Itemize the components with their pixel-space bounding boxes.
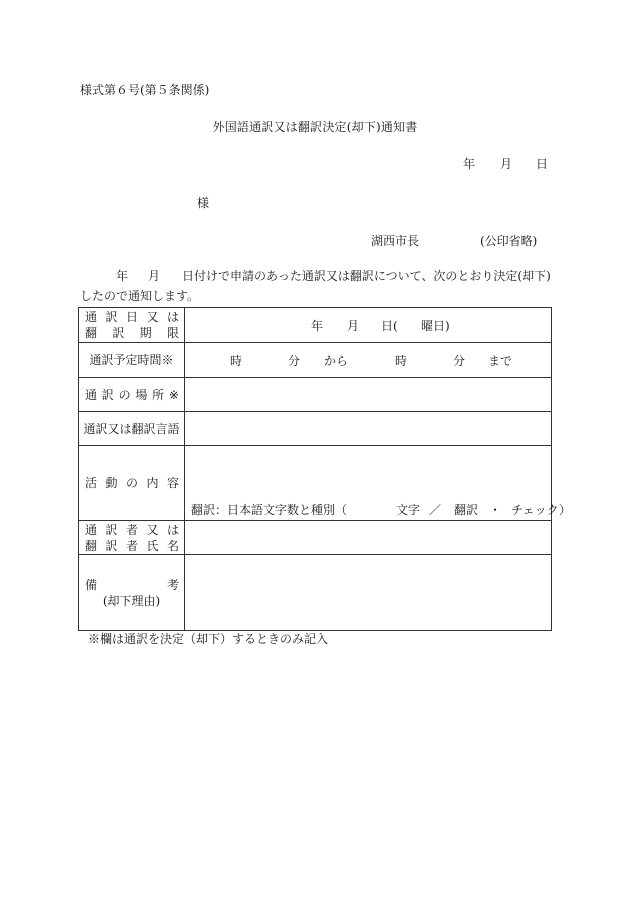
label-interpreter-name xyxy=(79,521,185,555)
translation-slash: ／ xyxy=(429,503,442,517)
issuer-name: 湖西市長 xyxy=(371,234,420,248)
field-location[interactable] xyxy=(185,378,552,412)
translation-moji: 文字 xyxy=(396,503,421,517)
field-from: から xyxy=(324,354,349,368)
translation-label: 翻訳：日本語文字数と種別（ xyxy=(191,503,348,517)
seal-omitted-note: (公印省略) xyxy=(480,234,538,248)
translation-check: チェック xyxy=(511,503,559,517)
label-line xyxy=(79,309,184,325)
row-activity xyxy=(79,446,552,521)
label-line xyxy=(79,522,184,538)
label-char: 又 xyxy=(146,310,159,324)
label-char: 備 xyxy=(85,577,98,592)
label-char: 者 xyxy=(125,538,138,553)
label-char: は xyxy=(166,522,179,537)
translation-dot: ・ xyxy=(489,503,502,517)
label-location xyxy=(79,378,185,412)
field-interpretation-date[interactable] xyxy=(185,308,552,343)
label-char: 動 xyxy=(105,476,118,490)
translation-honyaku: 翻訳 xyxy=(454,503,479,517)
field-hour-end: 時 xyxy=(395,354,408,368)
label-char: 考 xyxy=(166,577,179,592)
label-char: ※ xyxy=(168,387,179,402)
row-language xyxy=(79,412,552,446)
body-text-line-2: したので通知します。 xyxy=(80,289,200,303)
label-char: 又 xyxy=(146,522,159,537)
label-text: 通訳予定時間※ xyxy=(89,353,174,367)
field-weekday-label: 曜日) xyxy=(421,319,450,333)
label-line xyxy=(79,325,184,341)
field-activity[interactable] xyxy=(185,446,572,521)
label-char: 者 xyxy=(125,522,138,537)
notice-form-table xyxy=(78,307,572,631)
label-char: 通 xyxy=(85,522,98,537)
field-minute-end: 分 xyxy=(453,354,466,368)
label-char: 訳 xyxy=(101,387,114,402)
label-char: 訳 xyxy=(105,310,118,324)
label-char: 所 xyxy=(152,387,165,402)
label-line xyxy=(79,475,184,491)
label-char: 日 xyxy=(125,310,138,324)
label-scheduled-time xyxy=(79,343,185,378)
form-number: 様式第６号(第５条関係) xyxy=(80,83,210,97)
body-year-label: 年 xyxy=(116,269,129,283)
addressee-honorific: 様 xyxy=(197,196,210,210)
label-char: 訳 xyxy=(105,538,118,553)
translation-detail-line xyxy=(191,501,572,517)
field-hour-start: 時 xyxy=(230,354,243,368)
label-char: 活 xyxy=(85,476,98,490)
label-line xyxy=(79,387,184,403)
label-char: 期 xyxy=(139,326,152,340)
date-day-label: 日 xyxy=(536,157,549,171)
field-language[interactable] xyxy=(185,412,552,446)
date-year-label: 年 xyxy=(463,157,476,171)
label-activity xyxy=(79,446,185,521)
row-interpretation-date xyxy=(79,308,552,343)
label-char: 通 xyxy=(85,310,98,324)
row-remarks xyxy=(79,555,552,631)
body-text-line-1 xyxy=(80,267,560,283)
translation-close-paren: ） xyxy=(559,503,572,517)
body-text-rest: 日付けで申請のあった通訳又は翻訳について、次のとおり決定(却下) xyxy=(182,269,551,283)
field-until: まで xyxy=(488,354,513,368)
field-month-label: 月 xyxy=(347,319,360,333)
label-char: 翻 xyxy=(85,538,98,553)
label-char: 翻 xyxy=(85,326,98,340)
label-char: 容 xyxy=(166,476,179,490)
label-char: 氏 xyxy=(146,538,159,553)
label-rejection-reason: (却下理由) xyxy=(102,593,161,608)
label-text: 通訳又は翻訳言語 xyxy=(83,421,180,436)
field-day-label: 日( xyxy=(381,319,398,333)
field-remarks[interactable] xyxy=(185,555,552,631)
label-char: 名 xyxy=(166,538,179,553)
field-scheduled-time[interactable] xyxy=(185,343,552,378)
field-interpreter-name[interactable] xyxy=(185,521,552,555)
row-scheduled-time xyxy=(79,343,552,378)
label-char: 訳 xyxy=(112,326,125,340)
label-char: の xyxy=(118,387,131,402)
label-char: の xyxy=(125,476,138,490)
label-language xyxy=(79,412,185,446)
footnote: ※欄は通訳を決定（却下）するときのみ記入 xyxy=(88,632,329,646)
label-remarks xyxy=(79,555,185,631)
label-char: 訳 xyxy=(105,522,118,537)
label-char: 限 xyxy=(166,326,179,340)
label-interpretation-date xyxy=(79,308,185,343)
field-minute-start: 分 xyxy=(288,354,301,368)
document-title: 外国語通訳又は翻訳決定(却下)通知書 xyxy=(212,120,418,134)
body-month-label: 月 xyxy=(148,269,161,283)
label-char: は xyxy=(166,310,179,324)
label-char: 内 xyxy=(146,476,159,490)
label-line xyxy=(79,577,184,593)
field-year-label: 年 xyxy=(311,319,324,333)
date-month-label: 月 xyxy=(500,157,513,171)
row-interpreter-name xyxy=(79,521,552,555)
row-location xyxy=(79,378,552,412)
label-char: 通 xyxy=(85,387,98,402)
label-line xyxy=(79,538,184,554)
label-char: 場 xyxy=(135,387,148,402)
